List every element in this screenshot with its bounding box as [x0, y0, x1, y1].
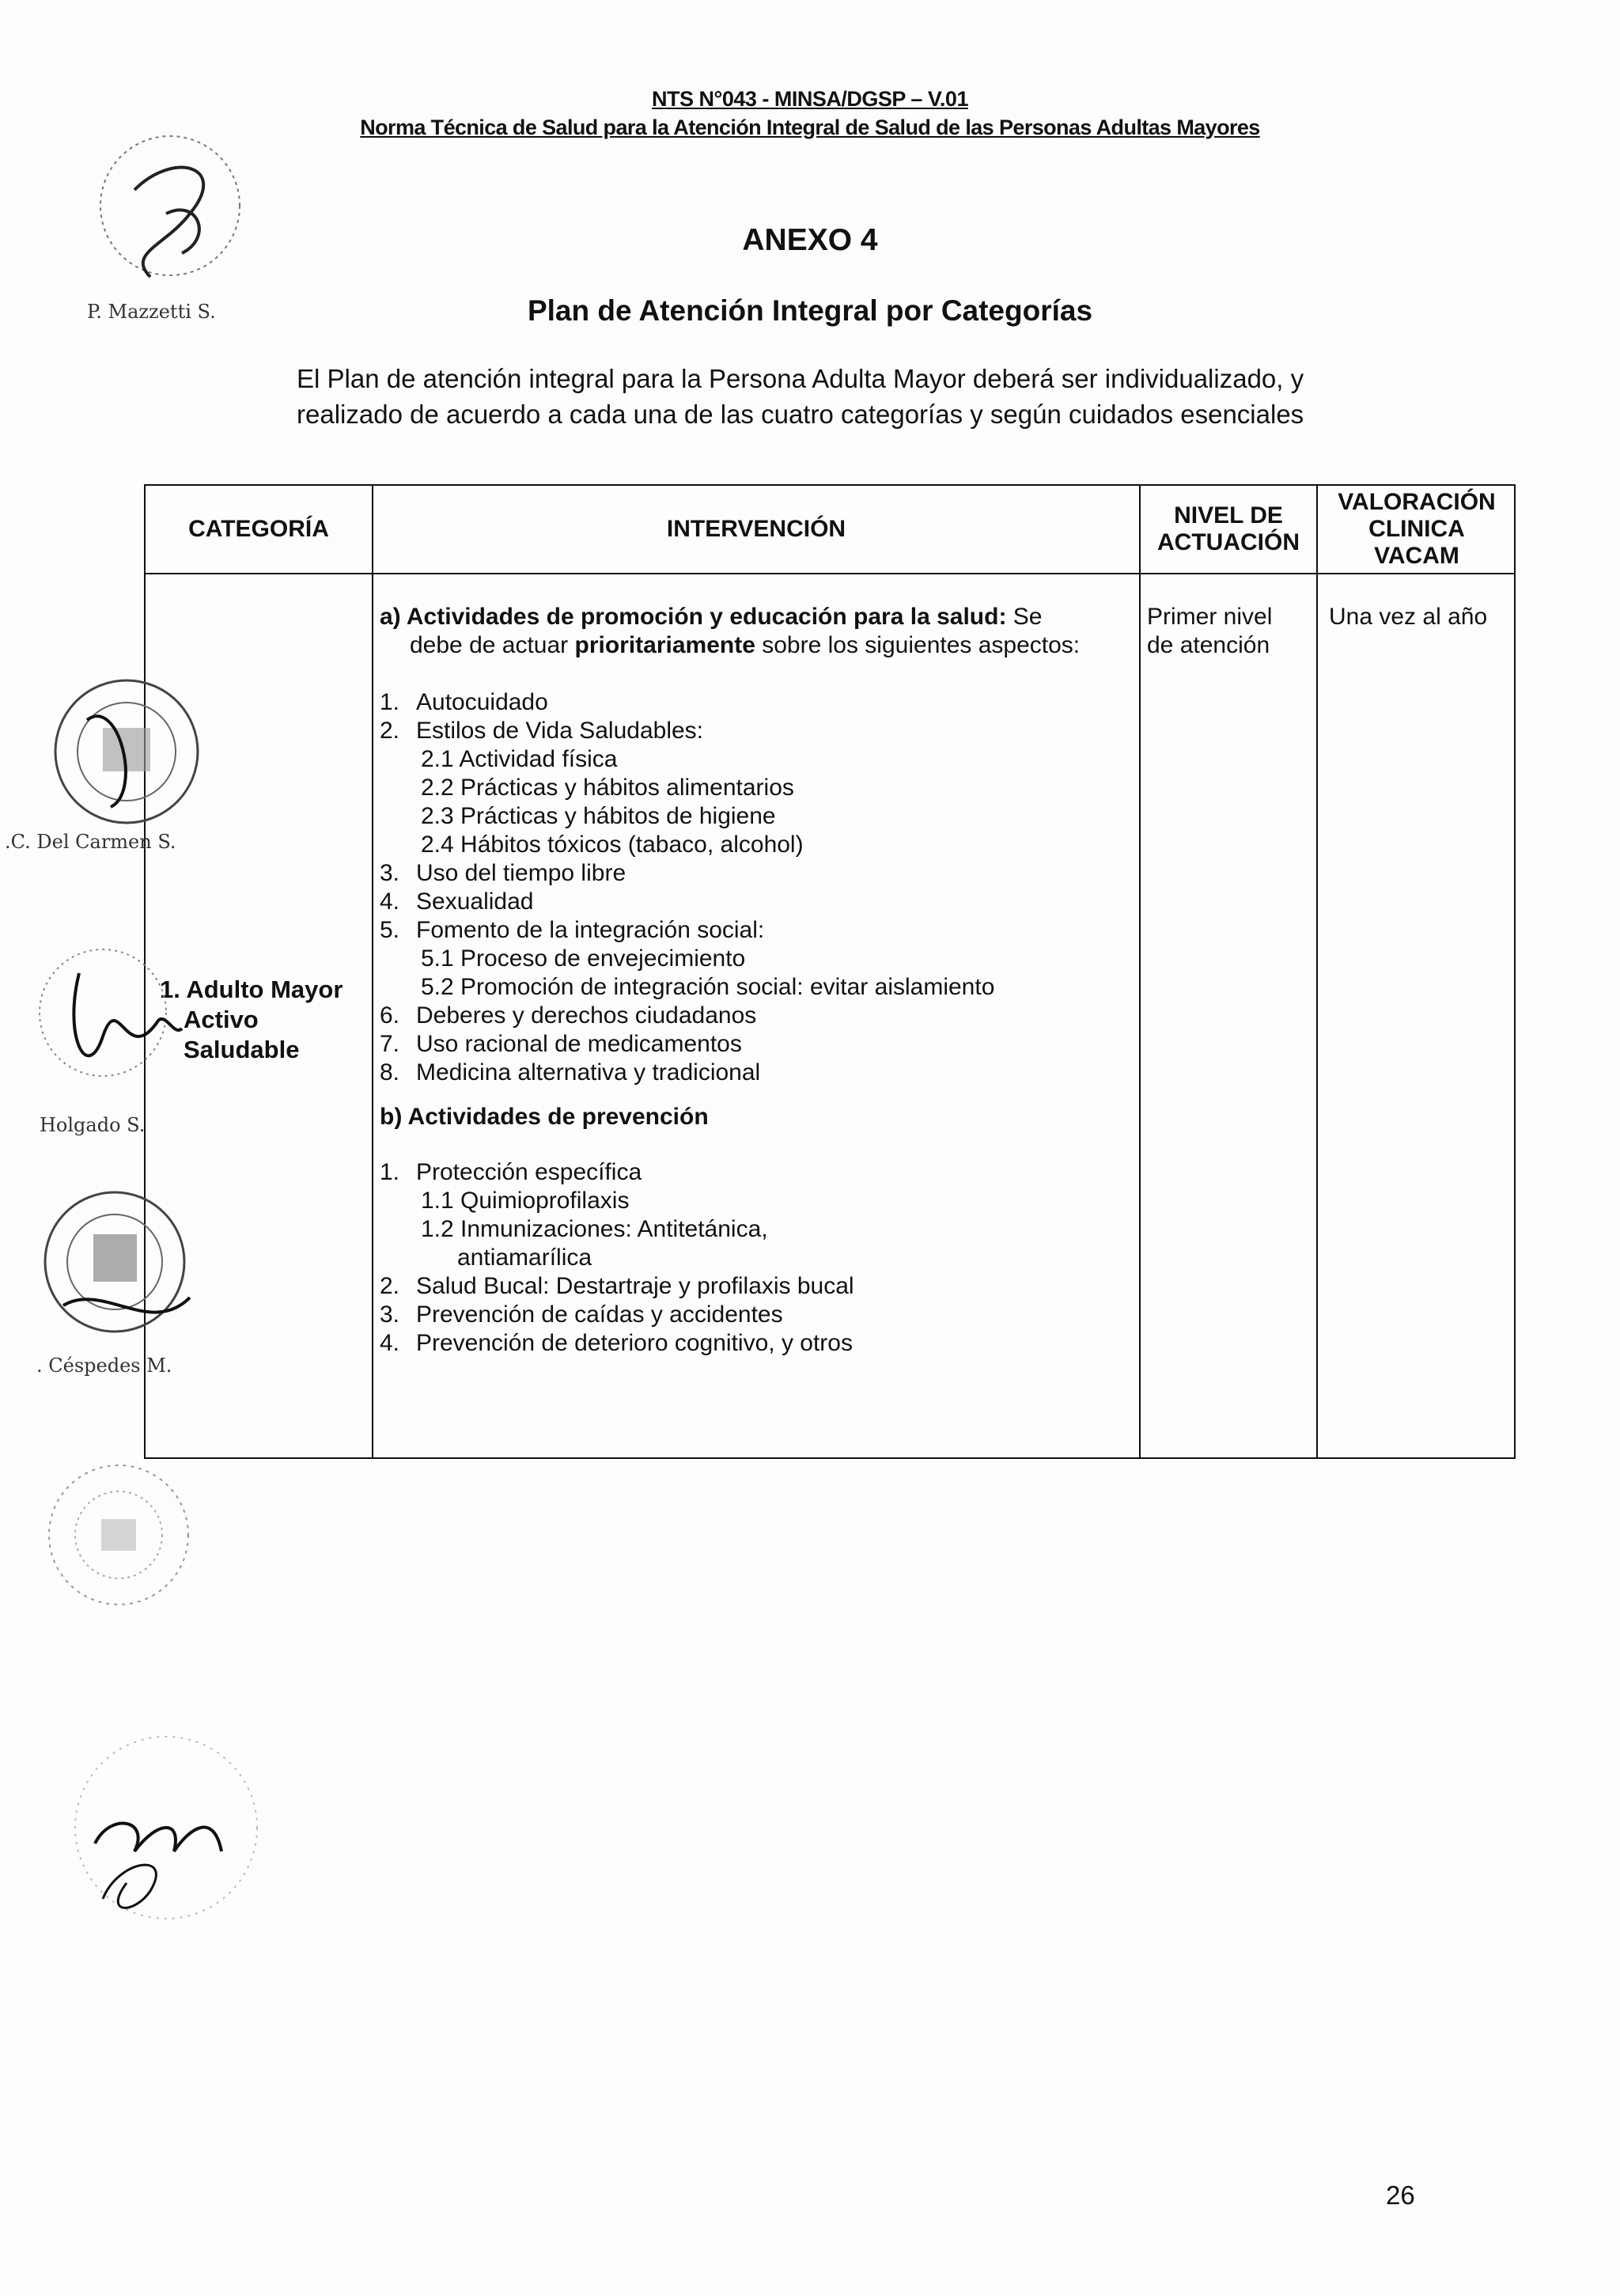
intro-line: El Plan de atención integral para la Persona Adulta Mayor deberá ser individualizado, y: [297, 364, 1304, 393]
list-item: [380, 1215, 1131, 1244]
list-item-number: 2.: [380, 718, 400, 744]
stamp-seal-graphic: [32, 1187, 198, 1345]
section-a-text: sobre los siguientes aspectos:: [755, 632, 1081, 658]
list-item: [380, 1187, 1131, 1215]
list-item: [380, 916, 1131, 945]
header-nivel-line: NIVEL DE: [1174, 502, 1283, 529]
list-item-text: Prevención de caídas y accidentes: [416, 1301, 783, 1328]
list-item-text: 1.1 Quimioprofilaxis: [421, 1188, 630, 1214]
list-item: [380, 1329, 1131, 1358]
list-item: [380, 1244, 1131, 1272]
stamp-seal-graphic: [55, 1733, 277, 1946]
stamp-caption: .C. Del Carmen S.: [5, 831, 176, 853]
nivel-line: Primer nivel: [1147, 604, 1273, 630]
header-categoria: CATEGORÍA: [188, 516, 329, 542]
list-item-number: 4.: [380, 1330, 400, 1356]
column-divider: [1316, 486, 1318, 1457]
header-intervencion: INTERVENCIÓN: [666, 516, 846, 542]
norm-title: Norma Técnica de Salud para la Atención Integral de Salud de las Personas Adultas Mayores: [360, 116, 1260, 139]
list-item: [380, 1059, 1131, 1087]
stamp-seal-graphic: [32, 1464, 214, 1622]
list-item-text: Uso del tiempo libre: [416, 860, 626, 886]
section-a-text: debe de actuar: [410, 632, 575, 658]
list-item-text: 2.1 Actividad física: [421, 746, 618, 772]
signature-stamp-4: [32, 1187, 198, 1377]
section-a-emphasis: prioritariamente: [574, 632, 755, 658]
header-valoracion-line: CLINICA: [1368, 516, 1465, 542]
list-item-text: 5.1 Proceso de envejecimiento: [421, 945, 746, 972]
list-item: [380, 688, 1131, 717]
list-item: [380, 1301, 1131, 1329]
list-item: [380, 1158, 1131, 1187]
plan-title: Plan de Atención Integral por Categorías: [527, 294, 1093, 327]
list-item: [380, 1002, 1131, 1030]
faint-stamp-5: [32, 1464, 214, 1622]
nivel-line: de atención: [1147, 632, 1270, 658]
intro-paragraph: [297, 361, 1388, 432]
list-item-number: 7.: [380, 1031, 400, 1057]
list-item: [380, 859, 1131, 888]
page-number: 26: [1386, 2180, 1415, 2210]
list-item-number: 8.: [380, 1059, 400, 1085]
signature-stamp-3: [32, 942, 190, 1136]
column-divider: [372, 486, 373, 1457]
list-item-text: antiamarílica: [457, 1245, 592, 1271]
section-a-label: a) Actividades de promoción y educación para la salud:: [380, 604, 1007, 630]
care-plan-table: [144, 484, 1516, 1459]
column-divider: [1139, 486, 1141, 1457]
valoracion-cell: [1329, 603, 1487, 631]
stamp-seal-graphic: [32, 942, 190, 1100]
nivel-cell: [1147, 603, 1272, 660]
valoracion-value: Una vez al año: [1329, 604, 1488, 630]
list-item-text: Autocuidado: [416, 689, 548, 715]
header-valoracion: [1318, 486, 1516, 573]
promotion-list: [380, 688, 1131, 1087]
list-item: [380, 973, 1131, 1002]
list-item-number: 6.: [380, 1002, 400, 1029]
section-a-subheading: [380, 631, 1131, 660]
list-item-text: Fomento de la integración social:: [416, 917, 765, 943]
stamp-caption: P. Mazzetti S.: [87, 301, 216, 323]
list-item-text: 5.2 Promoción de integración social: evitar aislamiento: [421, 974, 995, 1000]
list-item-text: 2.3 Prácticas y hábitos de higiene: [421, 803, 776, 829]
stamp-caption: Holgado S.: [40, 1114, 146, 1136]
header-valoracion-line: VALORACIÓN: [1338, 489, 1496, 515]
category-number: 1.: [160, 976, 180, 1003]
signature-stamp-2: [5, 673, 214, 853]
list-item-number: 5.: [380, 917, 400, 943]
list-item: [380, 888, 1131, 916]
category-name-line: Activo: [184, 1006, 259, 1033]
document-code: NTS N°043 - MINSA/DGSP – V.01: [652, 87, 968, 111]
list-item: [380, 745, 1131, 774]
annex-title: ANEXO 4: [742, 223, 878, 257]
list-item-text: 2.4 Hábitos tóxicos (tabaco, alcohol): [421, 832, 804, 858]
list-item-number: 1.: [380, 1159, 400, 1185]
list-item: [380, 802, 1131, 831]
list-item: [380, 1030, 1131, 1059]
category-name-line: Saludable: [184, 1036, 300, 1063]
list-item-text: 2.2 Prácticas y hábitos alimentarios: [421, 775, 794, 801]
faint-stamp-6: [55, 1733, 277, 1946]
list-item-text: 1.2 Inmunizaciones: Antitetánica,: [421, 1216, 768, 1242]
list-item-text: Uso racional de medicamentos: [416, 1031, 742, 1057]
list-item-number: 4.: [380, 888, 400, 915]
stamp-seal-graphic: [40, 673, 214, 831]
list-item: [380, 717, 1131, 745]
stamp-seal-graphic: [79, 119, 261, 293]
category-name: Adulto Mayor: [186, 976, 343, 1003]
list-item-number: 3.: [380, 1301, 400, 1328]
header-nivel-line: ACTUACIÓN: [1157, 529, 1300, 555]
list-item-text: Deberes y derechos ciudadanos: [416, 1002, 757, 1029]
list-item: [380, 945, 1131, 973]
list-item-text: Salud Bucal: Destartraje y profilaxis bucal: [416, 1273, 854, 1299]
section-b-heading: b) Actividades de prevención: [380, 1104, 709, 1130]
list-item-number: 3.: [380, 860, 400, 886]
header-nivel: [1141, 486, 1316, 573]
signature-stamp-1: [79, 119, 261, 323]
header-valoracion-line: VACAM: [1374, 543, 1459, 569]
section-a-heading: [380, 603, 1131, 631]
prevention-list: [380, 1158, 1131, 1358]
list-item-text: Protección específica: [416, 1159, 642, 1185]
list-item-text: Prevención de deterioro cognitivo, y otros: [416, 1330, 853, 1356]
list-item: [380, 831, 1131, 859]
list-item-number: 1.: [380, 689, 400, 715]
section-a-label-rest: Se: [1006, 604, 1043, 630]
intervention-cell: [380, 603, 1131, 1358]
list-item: [380, 1272, 1131, 1301]
list-item-text: Estilos de Vida Saludables:: [416, 718, 704, 744]
list-item: [380, 774, 1131, 802]
list-item-text: Sexualidad: [416, 888, 534, 915]
list-item-number: 2.: [380, 1273, 400, 1299]
stamp-caption: . Céspedes M.: [36, 1354, 172, 1377]
header-divider: [146, 573, 1514, 574]
list-item-text: Medicina alternativa y tradicional: [416, 1059, 761, 1085]
intro-line: realizado de acuerdo a cada una de las cuatro categorías y según cuidados esenciales: [297, 400, 1304, 429]
